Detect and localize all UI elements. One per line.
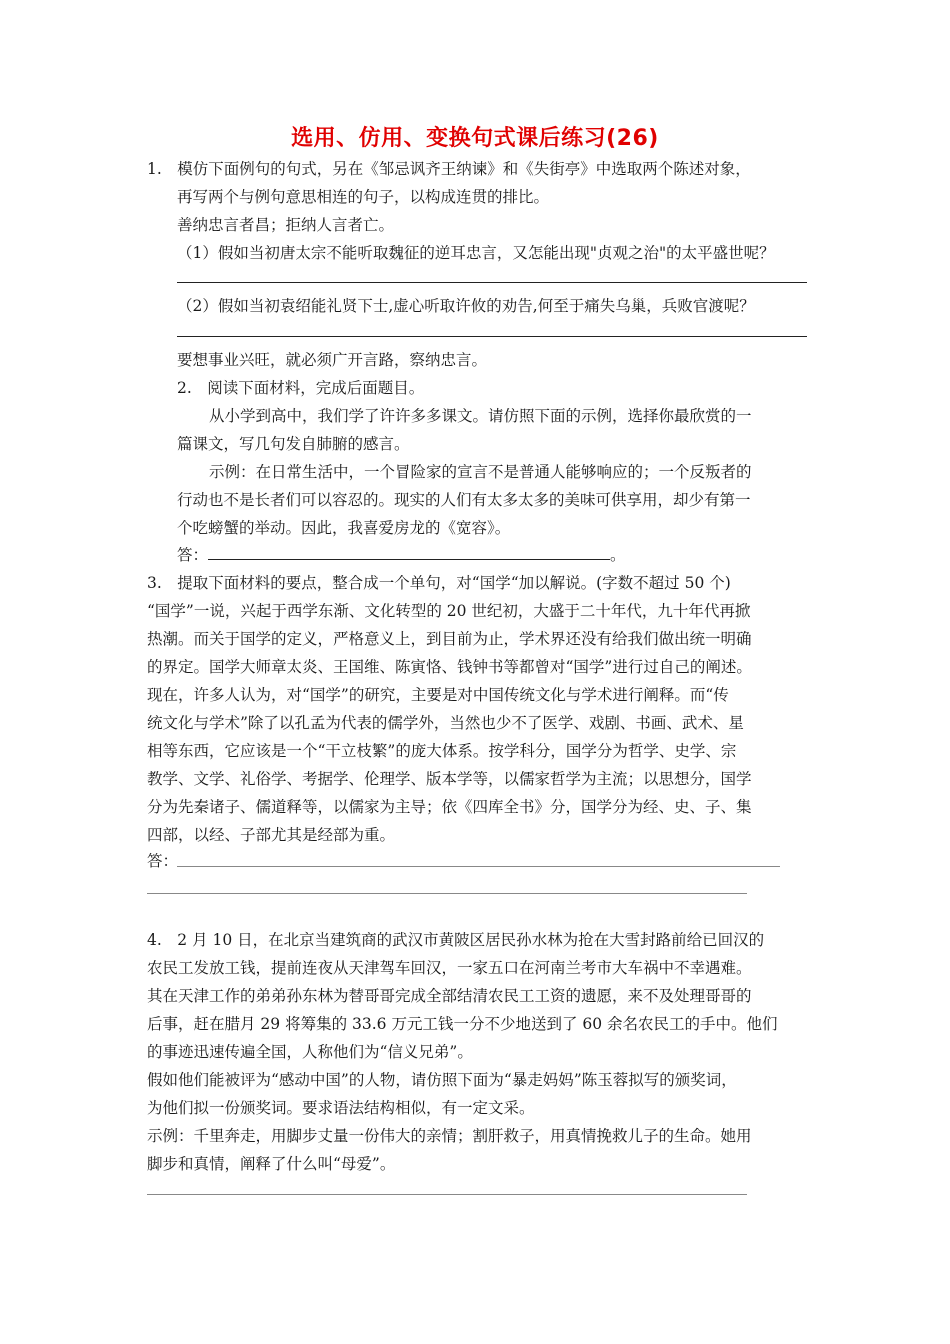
q1-answer-line-2 [177,336,807,337]
q3-material-line: 四部，以经、子部尤其是经部为重。 [147,826,396,844]
q1-sub-1: （1）假如当初唐太宗不能听取魏征的逆耳忠言，又怎能出现"贞观之治"的太平盛世呢？ [177,244,775,262]
q2-para-2a: 示例：在日常生活中，一个冒险家的宣言不是普通人能够响应的；一个反叛者的 [209,463,752,481]
q4-line: 假如他们能被评为“感动中国”的人物，请仿照下面为“暴走妈妈”陈玉蓉拟写的颁奖词， [147,1071,737,1089]
q1-conclusion: 要想事业兴旺，就必须广开言路，察纳忠言。 [177,351,488,369]
q2-para-2c: 个吃螃蟹的举动。因此，我喜爱房龙的《宽容》。 [177,519,511,537]
q2-para-2b: 行动也不是长者们可以容忍的。现实的人们有太多太多的美味可供享用，却少有第一 [177,491,751,509]
q2-answer-blank[interactable] [208,545,610,560]
q3-material-line: “国学”一说，兴起于西学东渐、文化转型的 20 世纪初，大盛于二十年代，九十年代再掀 [147,602,751,620]
q2-answer-row [177,545,626,565]
q3-answer-label: 答： [147,852,179,870]
q2-para-1a: 从小学到高中，我们学了许许多多课文。请仿照下面的示例，选择你最欣赏的一 [209,407,752,425]
q4-line: 4. 2 月 10 日，在北京当建筑商的武汉市黄陂区居民孙水林为抢在大雪封路前给已回汉的 [147,931,765,949]
q3-material-line: 现在，许多人认为，对“国学”的研究，主要是对中国传统文化与学术进行阐释。而“传 [147,686,729,704]
q2-heading: 2. 阅读下面材料，完成后面题目。 [177,379,425,397]
q1-line-2: 再写两个与例句意思相连的句子，以构成连贯的排比。 [177,188,550,206]
q1-example: 善纳忠言者昌；拒纳人言者亡。 [177,216,395,234]
q3-answer-line-1[interactable] [177,866,780,867]
q2-answer-label: 答： [177,546,209,564]
page-title: 选用、仿用、变换句式课后练习(26) [291,126,659,151]
q3-material-line: 相等东西，它应该是一个“干立枝繁”的庞大体系。按学科分，国学分为哲学、史学、宗 [147,742,737,760]
q1-answer-line-1 [177,282,807,283]
q4-line: 后事，赶在腊月 29 将筹集的 33.6 万元工钱一分不少地送到了 60 余名农民工的手中。他们 [147,1015,778,1033]
q4-line: 其在天津工作的弟弟孙东林为替哥哥完成全部结清农民工工资的遗愿，来不及处理哥哥的 [147,987,752,1005]
q4-line: 农民工发放工钱，提前连夜从天津驾车回汉，一家五口在河南兰考市大车祸中不幸遇难。 [147,959,752,977]
q2-answer-end: 。 [610,546,626,564]
q3-answer-line-2[interactable] [147,893,747,894]
q3-material-line: 的界定。国学大师章太炎、王国维、陈寅恪、钱钟书等都曾对“国学”进行过自己的阐述。 [147,658,752,676]
q3-material-line: 教学、文学、礼俗学、考据学、伦理学、版本学等，以儒家哲学为主流；以思想分，国学 [147,770,752,788]
q4-line: 脚步和真情，阐释了什么叫“母爱”。 [147,1155,396,1173]
q4-answer-line[interactable] [147,1194,747,1195]
q3-material-line: 统文化与学术”除了以孔孟为代表的儒学外，当然也少不了医学、戏剧、书画、武术、星 [147,714,744,732]
q1-sub-2: （2）假如当初袁绍能礼贤下士,虚心听取许攸的劝告,何至于痛失乌巢，兵败官渡呢？ [177,297,755,315]
q4-line: 为他们拟一份颁奖词。要求语法结构相似，有一定文采。 [147,1099,535,1117]
q1-line-1: 1. 模仿下面例句的句式，另在《邹忌讽齐王纳谏》和《失街亭》中选取两个陈述对象， [147,160,751,178]
q3-material-line: 热潮。而关于国学的定义，严格意义上，到目前为止，学术界还没有给我们做出统一明确 [147,630,752,648]
q3-material-line: 分为先秦诸子、儒道释等，以儒家为主导；依《四库全书》分，国学分为经、史、子、集 [147,798,752,816]
q4-line: 的事迹迅速传遍全国，人称他们为“信义兄弟”。 [147,1043,473,1061]
q3-heading: 3. 提取下面材料的要点，整合成一个单句，对“国学“加以解说。(字数不超过 50 个) [147,574,731,592]
q2-para-1b: 篇课文，写几句发自肺腑的感言。 [177,435,410,453]
q4-line: 示例：千里奔走，用脚步丈量一份伟大的亲情；割肝救子，用真情挽救儿子的生命。她用 [147,1127,752,1145]
